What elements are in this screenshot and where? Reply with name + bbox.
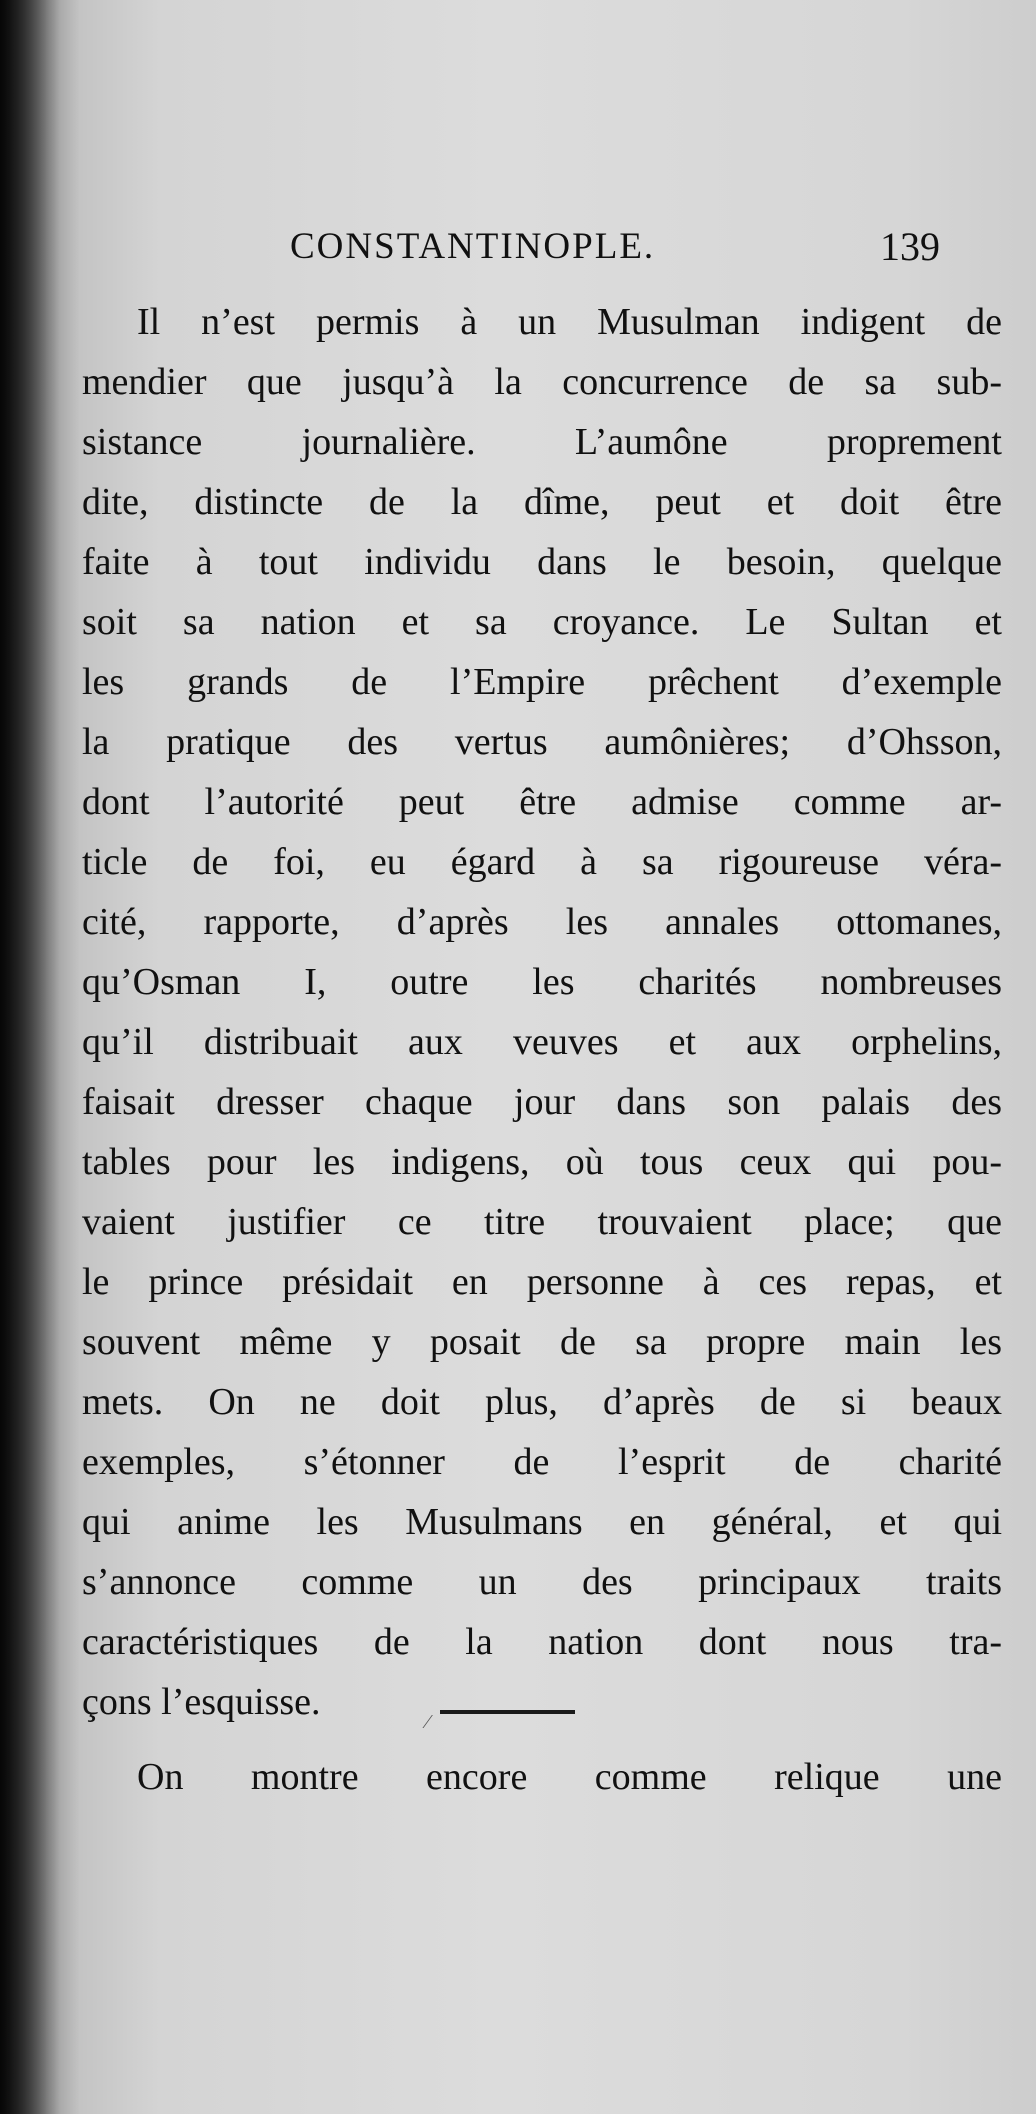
page-number: 139 — [880, 224, 940, 269]
text-line: sistance journalière. L’aumône proprement — [82, 421, 1002, 463]
text-line: qui anime les Musulmans en général, et qui — [82, 1501, 1002, 1543]
book-spine-shadow — [0, 0, 60, 2114]
section-separator-rule — [440, 1710, 575, 1714]
text-line: mets. On ne doit plus, d’après de si beaux — [82, 1381, 1002, 1423]
text-line: faite à tout individu dans le besoin, quelque — [82, 541, 1002, 583]
text-line: ticle de foi, eu égard à sa rigoureuse véra- — [82, 841, 1002, 883]
text-line: Il n’est permis à un Musulman indigent de — [137, 301, 1002, 343]
text-line: qu’il distribuait aux veuves et aux orphelins, — [82, 1021, 1002, 1063]
paragraph-2 — [82, 1747, 1002, 1807]
text-line: qu’Osman I, outre les charités nombreuses — [82, 961, 1002, 1003]
text-line: la pratique des vertus aumônières; d’Ohsson, — [82, 721, 1002, 763]
book-page — [60, 0, 1036, 2114]
text-line: les grands de l’Empire prêchent d’exemple — [82, 661, 1002, 703]
text-line: çons l’esquisse. — [82, 1681, 321, 1723]
text-line: vaient justifier ce titre trouvaient place; que — [82, 1201, 1002, 1243]
text-line: dite, distincte de la dîme, peut et doit être — [82, 481, 1002, 523]
text-line: mendier que jusqu’à la concurrence de sa sub- — [82, 361, 1002, 403]
text-line: dont l’autorité peut être admise comme ar- — [82, 781, 1002, 823]
text-line: caractéristiques de la nation dont nous tra- — [82, 1621, 1002, 1663]
text-line: souvent même y posait de sa propre main les — [82, 1321, 1002, 1363]
text-line: On montre encore comme relique une — [137, 1756, 1002, 1798]
separator-ornament: ⁄ — [426, 1711, 430, 1733]
text-line: s’annonce comme un des principaux traits — [82, 1561, 1002, 1603]
running-title: CONSTANTINOPLE. — [290, 226, 656, 267]
text-line: exemples, s’étonner de l’esprit de charité — [82, 1441, 1002, 1483]
text-line: tables pour les indigens, où tous ceux qui pou- — [82, 1141, 1002, 1183]
text-line: le prince présidait en personne à ces repas, et — [82, 1261, 1002, 1303]
text-line: soit sa nation et sa croyance. Le Sultan et — [82, 601, 1002, 643]
text-line: faisait dresser chaque jour dans son palais des — [82, 1081, 1002, 1123]
paragraph-1 — [82, 292, 1002, 1732]
text-line: cité, rapporte, d’après les annales ottomanes, — [82, 901, 1002, 943]
running-header — [60, 222, 1036, 272]
